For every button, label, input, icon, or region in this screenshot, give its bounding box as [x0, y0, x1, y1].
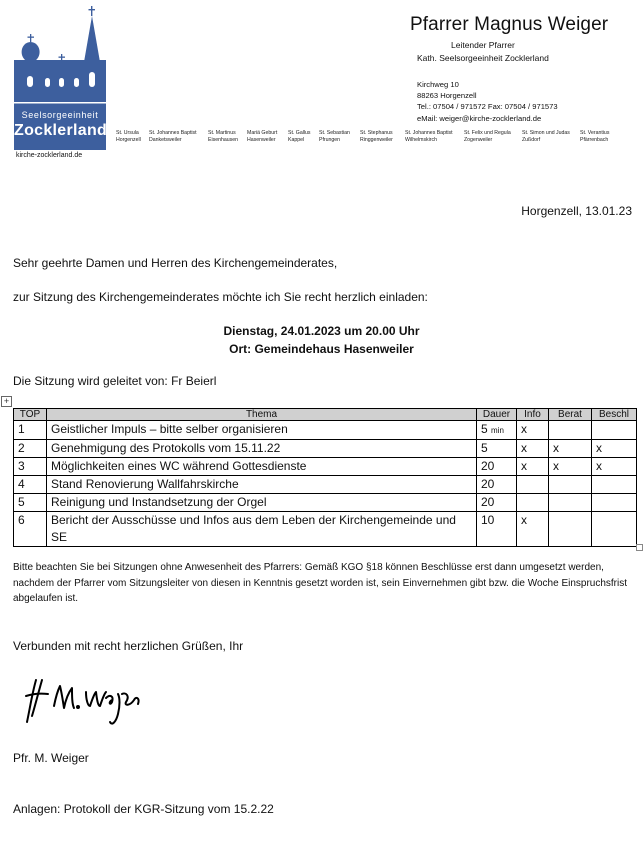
dauer-value: 5: [481, 422, 488, 436]
cell-berat: x: [549, 458, 592, 476]
cell-info: x: [517, 421, 549, 440]
cell-top: 3: [14, 458, 47, 476]
dauer-unit: min: [491, 426, 504, 435]
col-header-beschl: Beschl: [592, 409, 637, 421]
parish-item: St. Sebastian Pfrungen: [319, 130, 350, 143]
cell-berat: [549, 421, 592, 440]
agenda-table: [13, 408, 637, 547]
parish-item: St. Martinus Eisenhausen: [208, 130, 238, 143]
meeting-location: Ort: Gemeindehaus Hasenweiler: [229, 342, 414, 356]
handwritten-signature: [22, 672, 152, 732]
col-header-thema: Thema: [47, 409, 477, 421]
logo-line1: Seelsorgeeinheit: [21, 110, 99, 120]
cell-top: 1: [14, 421, 47, 440]
parish-item: St. Simon und Judas Zußdorf: [522, 130, 570, 143]
cell-info: [517, 494, 549, 512]
address-street: Kirchweg 10: [417, 80, 459, 89]
table-row: [14, 476, 637, 494]
cell-dauer: 5: [477, 440, 517, 458]
cell-berat: [549, 476, 592, 494]
attachments: Anlagen: Protokoll der KGR-Sitzung vom 15.2.22: [13, 802, 274, 816]
table-resize-handle[interactable]: [636, 544, 643, 551]
cell-berat: x: [549, 440, 592, 458]
col-header-top: TOP: [14, 409, 47, 421]
cell-top: 6: [14, 512, 47, 547]
meeting-chair: Die Sitzung wird geleitet von: Fr Beierl: [13, 374, 217, 388]
parish-list: [116, 130, 636, 143]
table-row: [14, 421, 637, 440]
cell-beschl: x: [592, 440, 637, 458]
col-header-berat: Berat: [549, 409, 592, 421]
table-row: [14, 512, 637, 547]
meeting-info: [0, 322, 643, 358]
address-email: eMail: weiger@kirche-zocklerland.de: [417, 113, 542, 123]
intro-text: zur Sitzung des Kirchengemeinderates möchte ich Sie recht herzlich einladen:: [13, 290, 428, 304]
table-row: [14, 440, 637, 458]
cell-info: x: [517, 512, 549, 547]
parish-item: St. Gallus Kappel: [288, 130, 311, 143]
cell-dauer: 20: [477, 458, 517, 476]
cell-thema: Möglichkeiten eines WC während Gottesdienste: [47, 458, 477, 476]
letter-date: Horgenzell, 13.01.23: [521, 204, 632, 218]
col-header-dauer: Dauer: [477, 409, 517, 421]
parish-item: St. Felix und Regula Zogenweiler: [464, 130, 511, 143]
kgo-note: Bitte beachten Sie bei Sitzungen ohne Anwesenheit des Pfarrers: Gemäß KGO §18 können Beschlüsse erst dann umgesetzt werden, nachdem der Pfarrer vom Sitzungsleiter von diesen in Kenntnis gesetzt worden ist, sein Einvernehmen gibt bzw. die Woche Einspruchsfrist abgelaufen ist.: [13, 562, 628, 605]
meeting-datetime: Dienstag, 24.01.2023 um 20.00 Uhr: [223, 324, 420, 338]
cell-dauer: 20: [477, 476, 517, 494]
cell-dauer: 10: [477, 512, 517, 547]
cell-berat: [549, 512, 592, 547]
col-header-info: Info: [517, 409, 549, 421]
cell-berat: [549, 494, 592, 512]
cell-beschl: x: [592, 458, 637, 476]
parish-item: St. Stephanus Ringgenweiler: [360, 130, 393, 143]
cell-thema: Bericht der Ausschüsse und Infos aus dem Leben der Kirchengemeinde und SE: [47, 512, 477, 547]
logo-line2: Zocklerland: [14, 122, 108, 139]
parish-item: St. Johannes Baptist Wilhelmskirch: [405, 130, 453, 143]
cell-info: x: [517, 458, 549, 476]
sender-role: Leitender Pfarrer: [451, 40, 515, 50]
sender-name: Pfarrer Magnus Weiger: [410, 14, 609, 35]
website-url: kirche-zocklerland.de: [16, 152, 83, 159]
cell-beschl: [592, 512, 637, 547]
cell-info: [517, 476, 549, 494]
cell-dauer: 20: [477, 494, 517, 512]
cell-thema: Genehmigung des Protokolls vom 15.11.22: [47, 440, 477, 458]
address-city: 88263 Horgenzell: [417, 91, 477, 101]
cell-thema: Reinigung und Instandsetzung der Orgel: [47, 494, 477, 512]
cell-beschl: [592, 476, 637, 494]
cell-beschl: [592, 494, 637, 512]
cell-thema: Stand Renovierung Wallfahrskirche: [47, 476, 477, 494]
parish-item: St. Ursula Horgenzell: [116, 130, 141, 143]
address-phone: Tel.: 07504 / 971572 Fax: 07504 / 971573: [417, 102, 558, 112]
table-row: [14, 494, 637, 512]
signature-name: Pfr. M. Weiger: [13, 751, 89, 765]
table-header-row: [14, 409, 637, 421]
parish-item: Mariä Geburt Hasenweiler: [247, 130, 278, 143]
table-row: [14, 458, 637, 476]
parish-item: St. Verantius Pfärrenbach: [580, 130, 610, 143]
table-move-handle-icon[interactable]: +: [1, 396, 12, 407]
parish-item: St. Johannes Baptist Danketsweiler: [149, 130, 197, 143]
cell-info: x: [517, 440, 549, 458]
sender-address: [417, 79, 558, 124]
closing: Verbunden mit recht herzlichen Grüßen, Ihr: [13, 639, 244, 653]
cell-thema: Geistlicher Impuls – bitte selber organisieren: [47, 421, 477, 440]
cell-top: 5: [14, 494, 47, 512]
cell-top: 4: [14, 476, 47, 494]
cell-dauer: [477, 421, 517, 440]
cell-top: 2: [14, 440, 47, 458]
cell-beschl: [592, 421, 637, 440]
sender-organization: Kath. Seelsorgeeinheit Zocklerland: [417, 53, 549, 63]
salutation: Sehr geehrte Damen und Herren des Kirchengemeinderates,: [13, 256, 338, 270]
